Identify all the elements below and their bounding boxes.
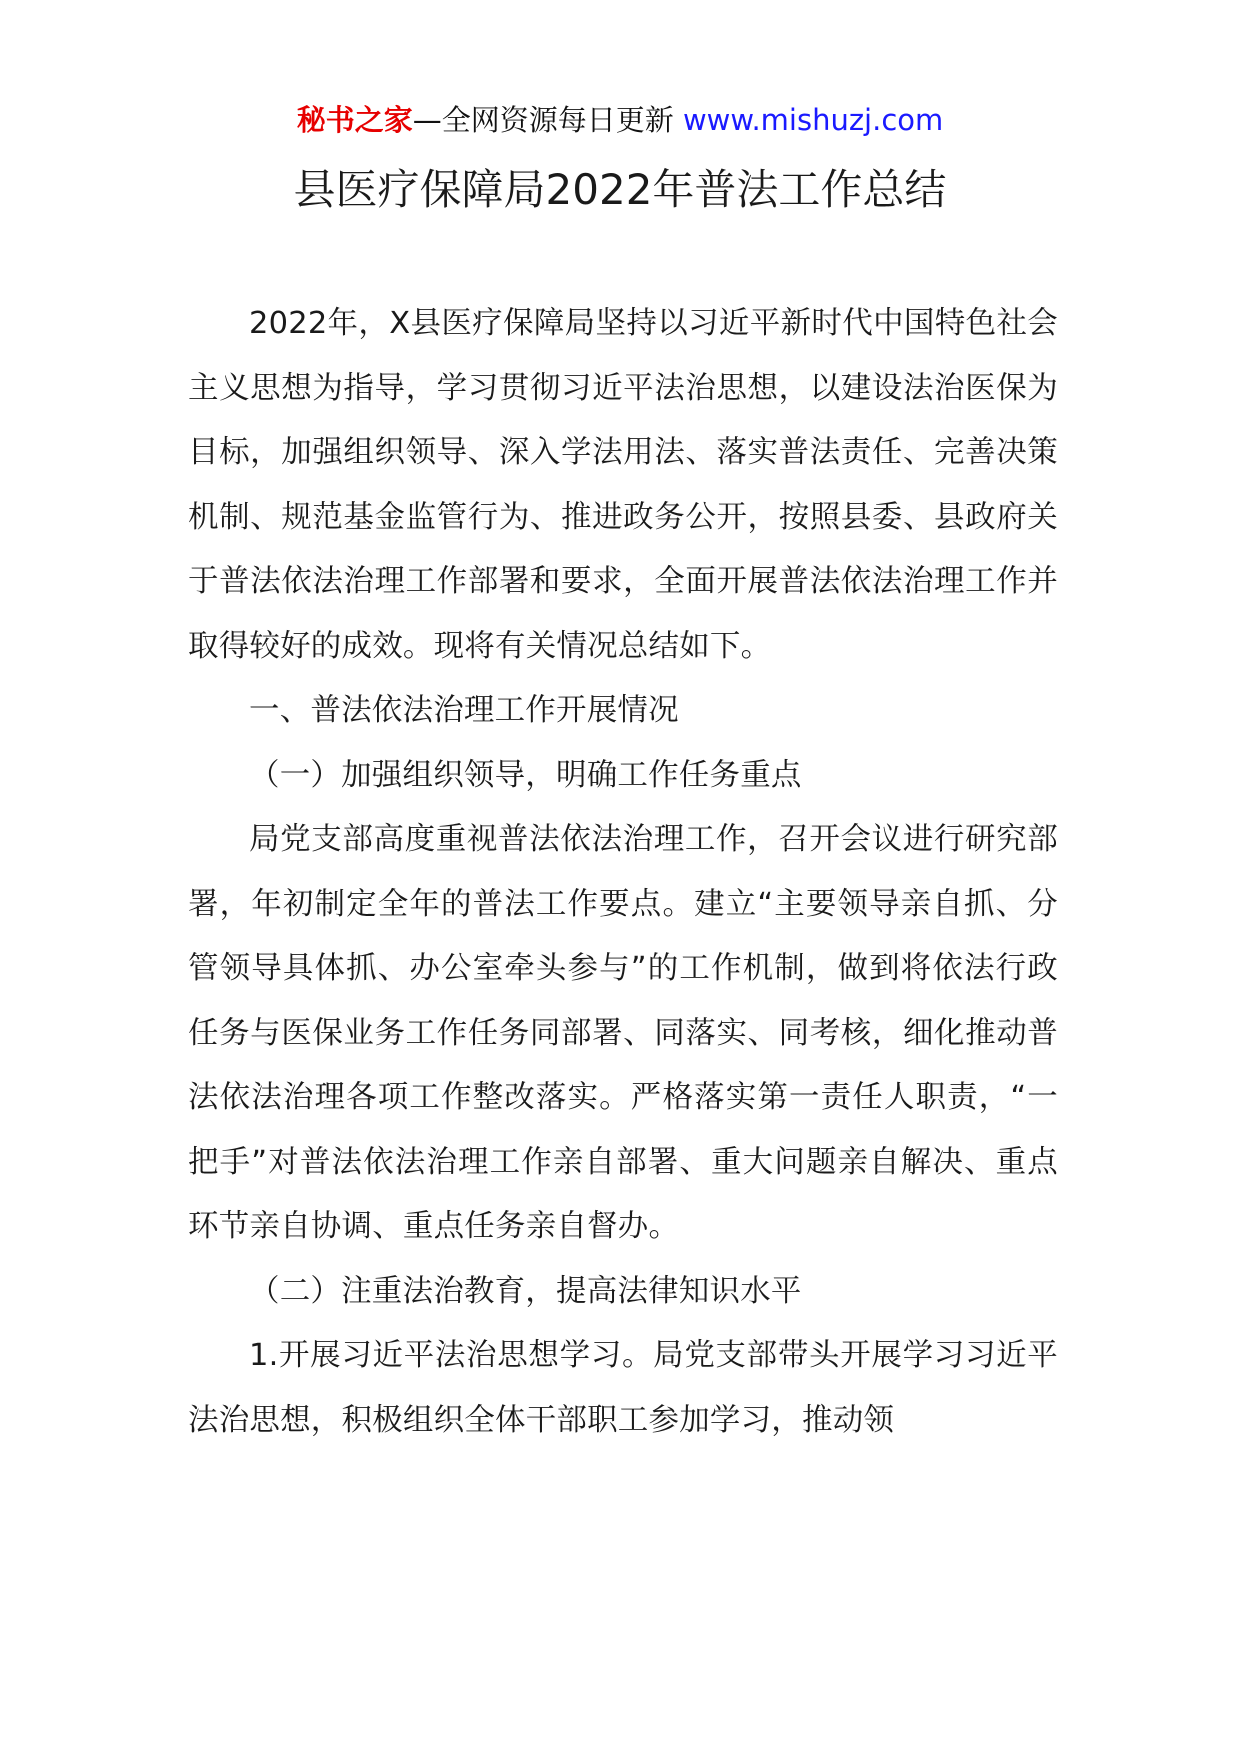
site-header [0,100,1240,140]
body-paragraph: 1.开展习近平法治思想学习。局党支部带头开展学习习近平法治思想，积极组织全体干部职工参加学习，推动领 [188,1338,1058,1438]
document-title: 县医疗保障局2022年普法工作总结 [293,165,947,214]
site-url[interactable]: www.mishuzj.com [682,103,944,137]
subsection-heading-2: （二）注重法治教育，提高法律知识水平 [249,1273,802,1309]
subsection-heading-1: （一）加强组织领导，明确工作任务重点 [249,757,802,793]
section-heading-1: 一、普法依法治理工作开展情况 [249,693,679,728]
header-tagline: —全网资源每日更新 [412,103,674,137]
brand-name: 秘书之家 [296,103,413,137]
body-paragraph: 局党支部高度重视普法依法治理工作，召开会议进行研究部署，年初制定全年的普法工作要点。建立“主要领导亲自抓、分管领导具体抓、办公室牵头参与”的工作机制，做到将依法行政任务与医保业务工作任务同部署、同落实、同考核，细化推动普法依法治理各项工作整改落实。严格落实第一责任人职责，“一把手”对普法依法治理工作亲自部署、重大问题亲自解决、重点环节亲自协调、重点任务亲自督办。 [188,822,1058,1244]
intro-paragraph: 2022年，X县医疗保障局坚持以习近平新时代中国特色社会主义思想为指导，学习贯彻习近平法治思想，以建设法治医保为目标，加强组织领导、深入学法用法、落实普法责任、完善决策机制、规范基金监管行为、推进政务公开，按照县委、县政府关于普法依法治理工作部署和要求，全面开展普法依法治理工作并取得较好的成效。现将有关情况总结如下。 [188,306,1058,664]
document-body [188,292,1058,1453]
